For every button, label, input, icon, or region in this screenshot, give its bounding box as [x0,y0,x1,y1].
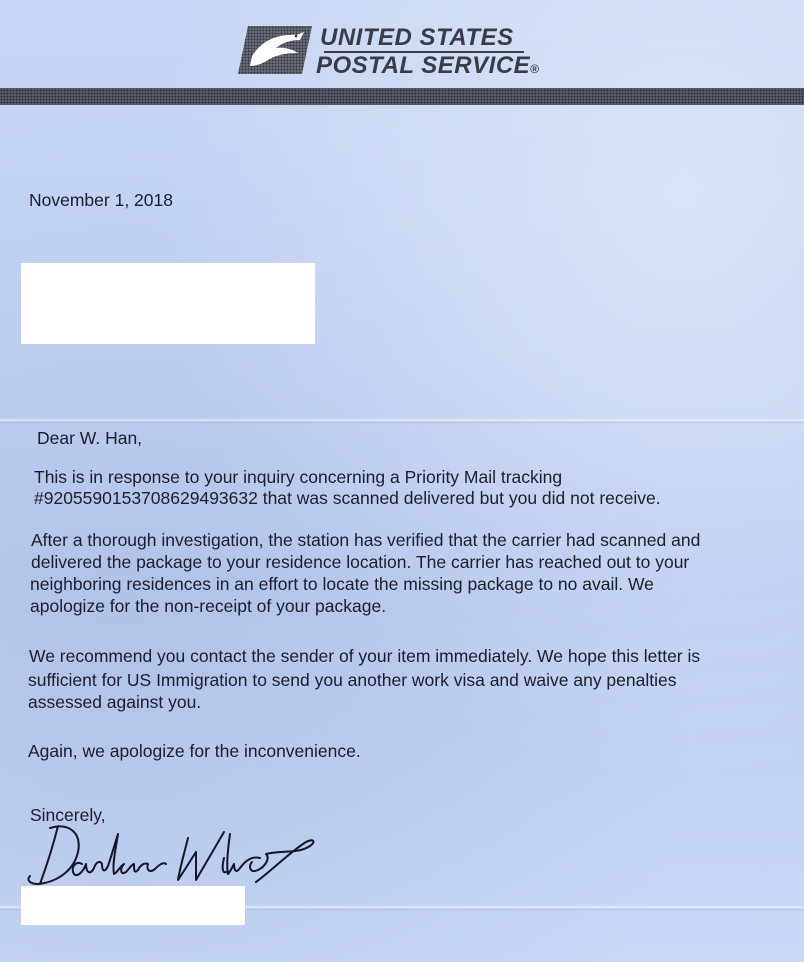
letterhead-band [0,88,804,105]
redacted-address [21,263,315,344]
eagle-logo-icon [238,26,312,74]
paragraph-line: apologize for the non-receipt of your package. [30,596,387,616]
fold-crease [0,418,804,424]
paragraph-line: #9205590153708629493632 that was scanned delivered but you did not receive. [34,488,661,508]
letter-date: November 1, 2018 [29,190,173,210]
paragraph-line: This is in response to your inquiry concerning a Priority Mail tracking [34,467,563,487]
usps-logo [238,22,538,80]
paragraph-line: sufficient for US Immigration to send you another work visa and waive any penalties [28,670,677,690]
salutation: Dear W. Han, [37,428,143,448]
paragraph-line: After a thorough investigation, the station has verified that the carrier had scanned and [31,530,701,550]
paragraph-4: Again, we apologize for the inconvenience. [28,741,361,761]
paragraph-line: We recommend you contact the sender of your item immediately. We hope this letter is [29,646,701,666]
paragraph-line: assessed against you. [28,692,202,712]
closing: Sincerely, [30,805,106,825]
handwritten-signature [20,818,320,890]
paragraph-line: neighboring residences in an effort to locate the missing package to no avail. We [30,574,654,594]
org-name-line2-text: POSTAL SERVICE [316,52,531,79]
org-name-line1: UNITED STATES [320,24,514,51]
registered-mark: ® [530,62,540,76]
org-name-line2 [316,52,540,80]
redacted-name [21,886,245,925]
paragraph-line: delivered the package to your residence location. The carrier has reached out to your [31,552,690,572]
